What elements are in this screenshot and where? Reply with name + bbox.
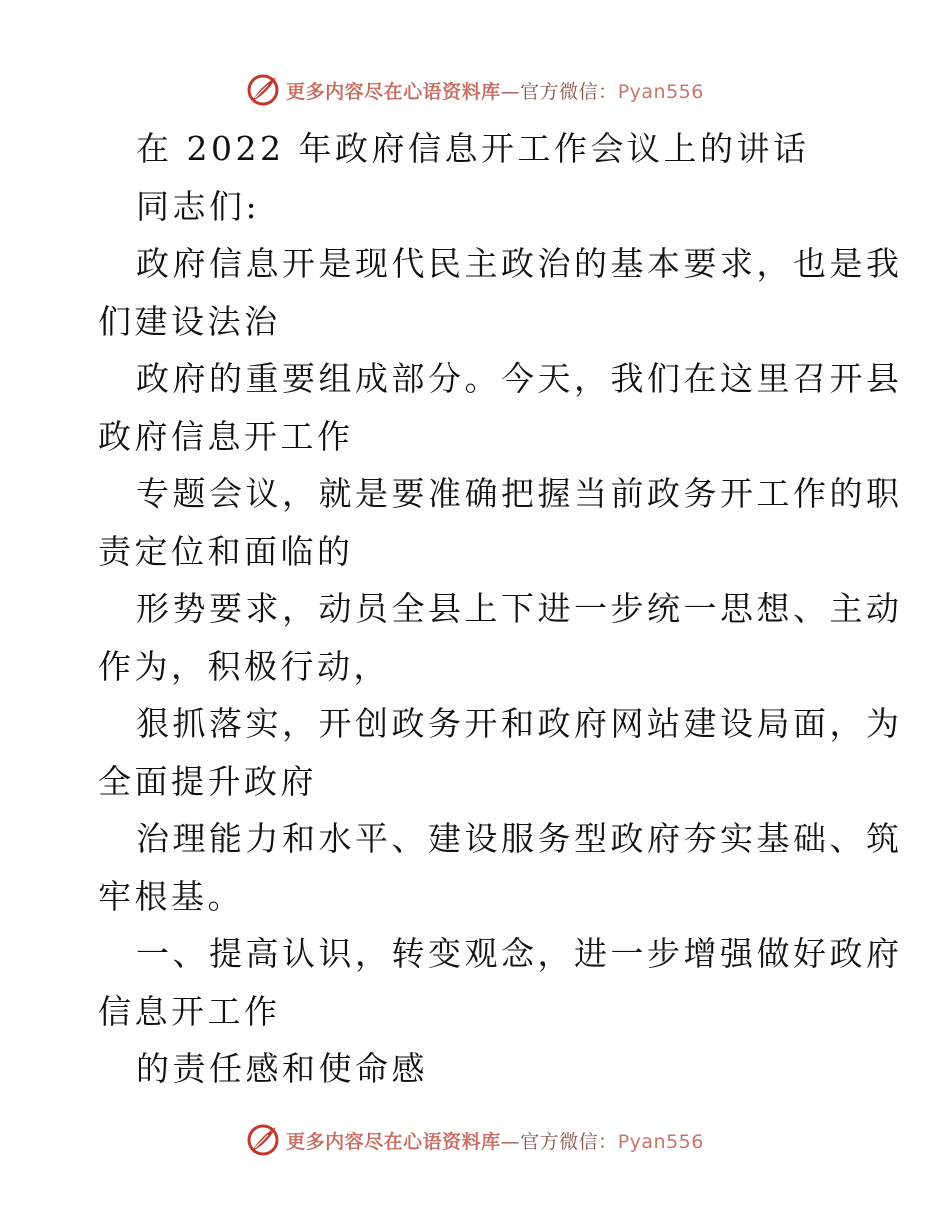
text-line: 政府信息开是现代民主政治的基本要求，也是我 <box>136 244 903 283</box>
text-line: 全面提升政府 <box>98 761 317 801</box>
watermark-official: 官方微信： <box>520 80 618 103</box>
text-line: 狠抓落实，开创政务开和政府网站建设局面，为 <box>136 704 903 743</box>
text-line: 政府的重要组成部分。今天，我们在这里召开县 <box>136 359 903 398</box>
text-line: 牢根基。 <box>98 876 244 916</box>
watermark-account: Pyan556 <box>617 1130 704 1153</box>
watermark-text <box>286 1127 704 1154</box>
watermark-brand: 更多内容尽在心语资料库 <box>286 1130 501 1153</box>
text-line: 专题会议，就是要准确把握当前政务开工作的职 <box>136 474 903 513</box>
watermark-dash: — <box>500 1130 521 1153</box>
watermark-account: Pyan556 <box>617 80 704 103</box>
watermark-brand: 更多内容尽在心语资料库 <box>286 80 501 103</box>
watermark-dash: — <box>500 80 521 103</box>
feather-pen-circle-icon <box>246 73 280 107</box>
text-line: 同志们: <box>136 186 261 226</box>
text-line: 形势要求，动员全县上下进一步统一思想、主动 <box>136 589 903 628</box>
footer-watermark <box>0 1120 950 1160</box>
text-line: 信息开工作 <box>98 991 281 1031</box>
feather-pen-circle-icon <box>246 1123 280 1157</box>
text-line: 作为，积极行动， <box>98 646 390 686</box>
text-line: 们建设法治 <box>98 301 281 341</box>
text-line: 责定位和面临的 <box>98 531 354 571</box>
header-watermark <box>0 70 950 110</box>
text-line: 一、提高认识，转变观念，进一步增强做好政府 <box>136 934 903 973</box>
watermark-text <box>286 77 704 104</box>
text-line: 在 2022 年政府信息开工作会议上的讲话 <box>136 129 810 168</box>
watermark-official: 官方微信： <box>520 1130 618 1153</box>
document-body <box>98 120 903 1098</box>
text-line: 治理能力和水平、建设服务型政府夯实基础、筑 <box>136 819 903 858</box>
text-line: 的责任感和使命感 <box>136 1049 428 1088</box>
text-line: 政府信息开工作 <box>98 416 354 456</box>
